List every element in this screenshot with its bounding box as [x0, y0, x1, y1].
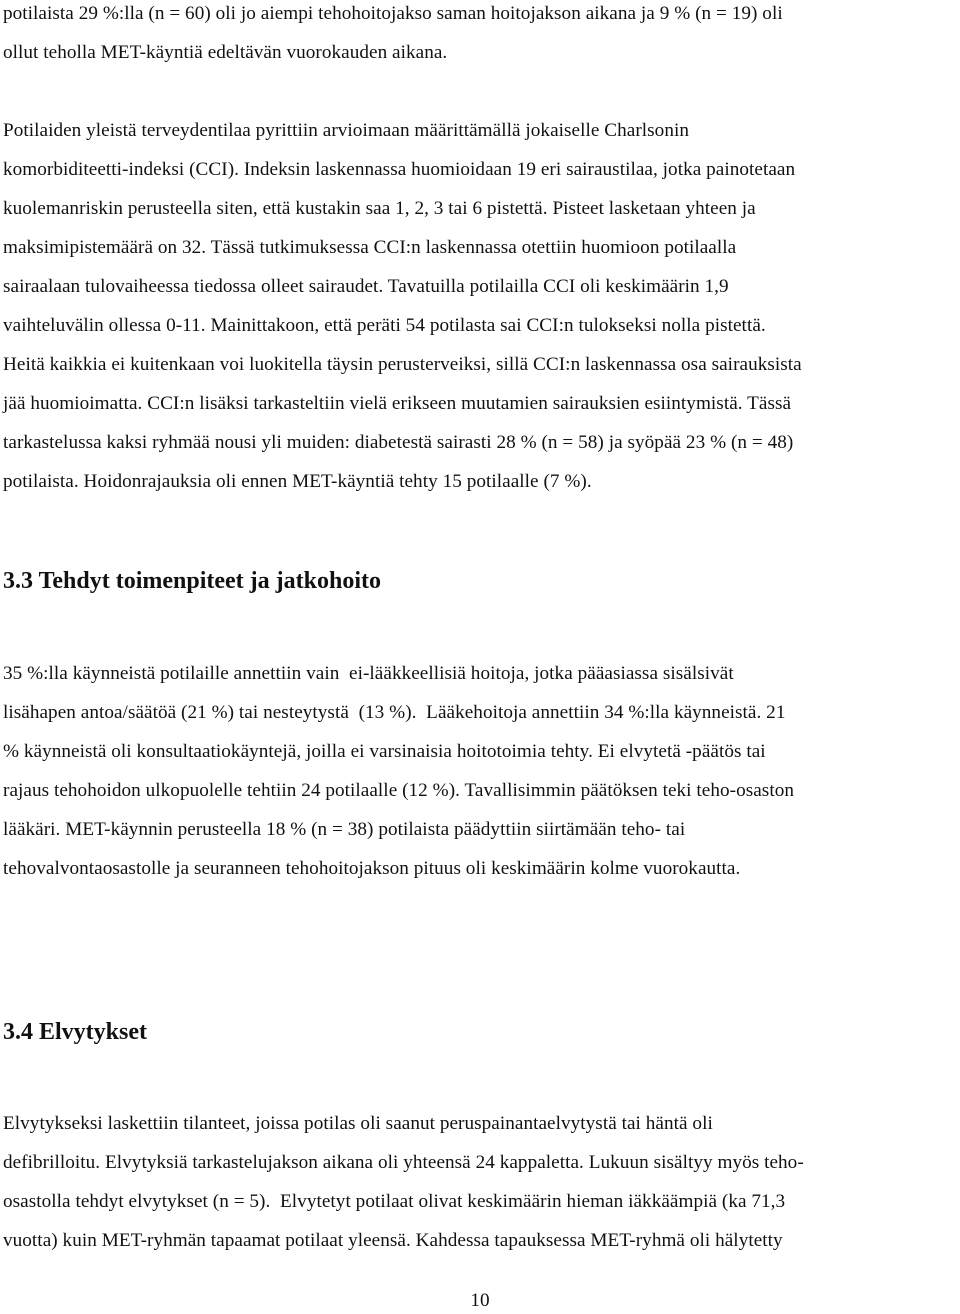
text-line: osastolla tehdyt elvytykset (n = 5). Elvytetyt potilaat olivat keskimäärin hieman iäkkäämpiä (ka 71,3 — [3, 1191, 786, 1212]
text-line: % käynneistä oli konsultaatiokäyntejä, joilla ei varsinaisia hoitotoimia tehty. Ei elvytetä -päätös tai — [3, 741, 766, 762]
text-line: 35 %:lla käynneistä potilaille annettiin vain ei-lääkkeellisiä hoitoja, jotka pääasiassa sisälsivät — [3, 663, 734, 684]
text-line: Potilaiden yleistä terveydentilaa pyrittiin arvioimaan määrittämällä jokaiselle Charlsonin — [3, 120, 689, 141]
text-line: kuolemanriskin perusteella siten, että kustakin saa 1, 2, 3 tai 6 pistettä. Pisteet lasketaan yhteen ja — [3, 198, 756, 219]
text-line: potilaista. Hoidonrajauksia oli ennen MET-käyntiä tehty 15 potilaalle (7 %). — [3, 471, 592, 492]
text-line: lääkäri. MET-käynnin perusteella 18 % (n = 38) potilaista päädyttiin siirtämään teho- tai — [3, 819, 686, 840]
text-line: rajaus tehohoidon ulkopuolelle tehtiin 24 potilaalle (12 %). Tavallisimmin päätöksen teki teho-osaston — [3, 780, 794, 801]
text-line: sairaalaan tulovaiheessa tiedossa olleet sairaudet. Tavatuilla potilailla CCI oli keskimäärin 1,9 — [3, 276, 729, 297]
text-line: vaihteluvälin ollessa 0-11. Mainittakoon, että peräti 54 potilasta sai CCI:n tulokseksi nolla pistettä. — [3, 315, 766, 336]
text-line: Heitä kaikkia ei kuitenkaan voi luokitella täysin perusterveiksi, sillä CCI:n laskennassa osa sairauksista — [3, 354, 802, 375]
text-line: vuotta) kuin MET-ryhmän tapaamat potilaat yleensä. Kahdessa tapauksessa MET-ryhmä oli hälytetty — [3, 1230, 783, 1251]
text-line: potilaista 29 %:lla (n = 60) oli jo aiempi tehohoitojakso saman hoitojakson aikana ja 9 % (n = 19) oli — [3, 3, 783, 24]
text-line: tarkastelussa kaksi ryhmää nousi yli muiden: diabetestä sairasti 28 % (n = 58) ja syöpää 23 % (n = 48) — [3, 432, 794, 453]
text-line: maksimipistemäärä on 32. Tässä tutkimuksessa CCI:n laskennassa otettiin huomioon potilaalla — [3, 237, 737, 258]
text-line: Elvytykseksi laskettiin tilanteet, joissa potilas oli saanut peruspainantaelvytystä tai häntä oli — [3, 1113, 713, 1134]
text-line: komorbiditeetti-indeksi (CCI). Indeksin laskennassa huomioidaan 19 eri sairaustilaa, jotka painotetaan — [3, 159, 796, 180]
text-line: ollut teholla MET-käyntiä edeltävän vuorokauden aikana. — [3, 42, 448, 63]
section-heading: 3.4 Elvytykset — [3, 1019, 147, 1045]
text-line: lisähapen antoa/säätöä (21 %) tai nesteytystä (13 %). Lääkehoitoja annettiin 34 %:lla käynneistä. 21 — [3, 702, 786, 723]
section-heading: 3.3 Tehdyt toimenpiteet ja jatkohoito — [3, 568, 381, 594]
text-line: tehovalvontaosastolle ja seuranneen tehohoitojakson pituus oli keskimäärin kolme vuorokautta. — [3, 858, 741, 879]
page-number: 10 — [470, 1290, 490, 1311]
text-line: defibrilloitu. Elvytyksiä tarkastelujakson aikana oli yhteensä 24 kappaletta. Lukuun sisältyy myös teho- — [3, 1152, 804, 1173]
text-line: jää huomioimatta. CCI:n lisäksi tarkasteltiin vielä erikseen muutamien sairauksien esiintymistä. Tässä — [3, 393, 792, 414]
